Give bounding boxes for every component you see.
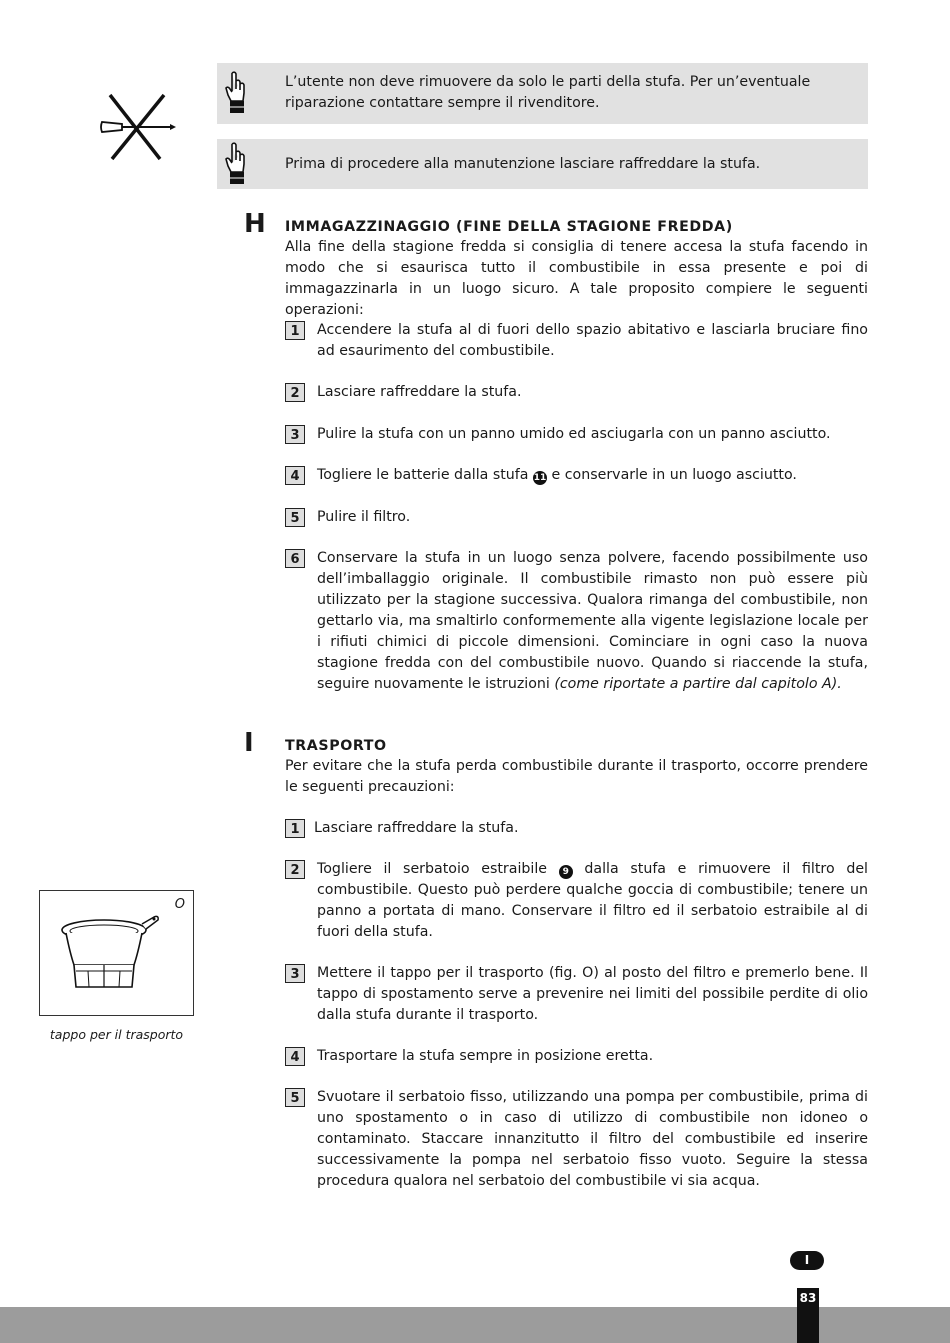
step-text-h1: Accendere la stufa al di fuori dello spazio abitativo e lasciarla bruciare fino ad esaurimento del combustibile. — [317, 322, 868, 359]
reference-number-badge: 11 — [533, 473, 547, 483]
pointing-hand-icon — [223, 71, 251, 115]
transport-cap-illustration — [40, 891, 195, 1017]
step-text-i5: Svuotare il serbatoio fisso, utilizzando una pompa per combustibile, prima di uno spostamento o in caso di utilizzo di combustibile non idoneo o contaminato. Staccare innanzitutto il filtro del combustibile ed inserire successivamente la pompa nel serbatoio fisso vuoto. Seguire la stessa procedura qualora nel serbatoio del combustibile vi sia acqua. — [317, 1089, 868, 1189]
section-title-i: TRASPORTO — [285, 738, 387, 754]
figure-transport-cap — [39, 890, 194, 1016]
step-number-h6: 6 — [285, 549, 305, 568]
figure-letter: O — [174, 897, 185, 912]
step-number-i1: 1 — [285, 819, 305, 838]
notice-text-2: Prima di procedere alla manutenzione lasciare raffreddare la stufa. — [285, 156, 761, 172]
step-number-h2: 2 — [285, 383, 305, 402]
section-title-h: IMMAGAZZINAGGIO (FINE DELLA STAGIONE FREDDA) — [285, 219, 733, 235]
pointing-hand-icon — [223, 142, 251, 186]
step-number-i3: 3 — [285, 964, 305, 983]
section-intro-i: Per evitare che la stufa perda combustibile durante il trasporto, occorre prendere le seguenti precauzioni: — [285, 758, 868, 795]
step-text-i2-part2: dalla stufa e rimuovere il filtro del combustibile. Questo può perdere qualche goccia di combustibile; tenere un panno a portata di mano. Conservare il filtro ed il serbatoio estraibile al di fuori della stufa. — [317, 861, 868, 940]
step-text-h4-part2: e conservarle in un luogo asciutto. — [551, 467, 797, 483]
step-text-i3: Mettere il tappo per il trasporto (fig. O) al posto del filtro e premerlo bene. Il tappo di spostamento serve a prevenire nei limiti del possibile perdite di olio dalla stufa durante il trasporto. — [317, 965, 868, 1023]
step-text-h4 — [317, 465, 868, 486]
section-letter-h: H — [244, 209, 266, 239]
step-text-i1: Lasciare raffreddare la stufa. — [314, 820, 519, 836]
step-number-i2: 2 — [285, 860, 305, 879]
section-intro-h: Alla fine della stagione fredda si consiglia di tenere accesa la stufa facendo in modo che si esaurisca tutto il combustibile in essa presente e poi di immagazzinarla in un luogo sicuro. A tale proposito compiere le seguenti operazioni: — [285, 239, 868, 318]
step-number-i5: 5 — [285, 1088, 305, 1107]
step-text-h2: Lasciare raffreddare la stufa. — [317, 384, 522, 400]
page-number: 83 — [799, 1291, 817, 1305]
step-text-h6-reference: (come riportate a partire dal capitolo A). — [554, 676, 842, 692]
reference-number-badge: 9 — [559, 865, 573, 879]
step-number-h1: 1 — [285, 321, 305, 340]
step-text-h6-body: Conservare la stufa in un luogo senza polvere, facendo possibilmente uso dell’imballaggio originale. Il combustibile rimasto non può essere più utilizzato per la stagione successiva. Qualora rimanga del combustibile, non gettarlo via, ma smaltirlo conformemente alla vigente legislazione locale per i rifiuti chimici di piccole dimensioni. Cominciare in ogni caso la nuova stagione fredda con del combustibile nuovo. Quando si riaccende la stufa, seguire nuovamente le istruzioni — [317, 550, 868, 692]
step-number-h4: 4 — [285, 466, 305, 485]
step-text-i2-part1: Togliere il serbatoio estraibile — [317, 861, 548, 877]
step-text-h4-part1: Togliere le batterie dalla stufa — [317, 467, 529, 483]
figure-caption: tappo per il trasporto — [49, 1027, 184, 1042]
notice-text-1: L’utente non deve rimuovere da solo le parti della stufa. Per un’eventuale riparazione contattare sempre il rivenditore. — [285, 74, 811, 111]
step-text-i4: Trasportare la stufa sempre in posizione eretta. — [317, 1048, 654, 1064]
step-text-h6 — [317, 548, 868, 695]
language-badge: I — [790, 1251, 824, 1270]
step-text-i2 — [317, 859, 868, 943]
step-text-h3: Pulire la stufa con un panno umido ed asciugarla con un panno asciutto. — [317, 426, 831, 442]
step-number-i4: 4 — [285, 1047, 305, 1066]
step-text-h5: Pulire il filtro. — [317, 509, 411, 525]
notice-box-2 — [217, 139, 868, 189]
crossed-screwdriver-icon — [98, 92, 180, 162]
notice-box-1 — [217, 63, 868, 124]
section-letter-i: I — [244, 728, 254, 758]
step-number-h5: 5 — [285, 508, 305, 527]
step-number-h3: 3 — [285, 425, 305, 444]
